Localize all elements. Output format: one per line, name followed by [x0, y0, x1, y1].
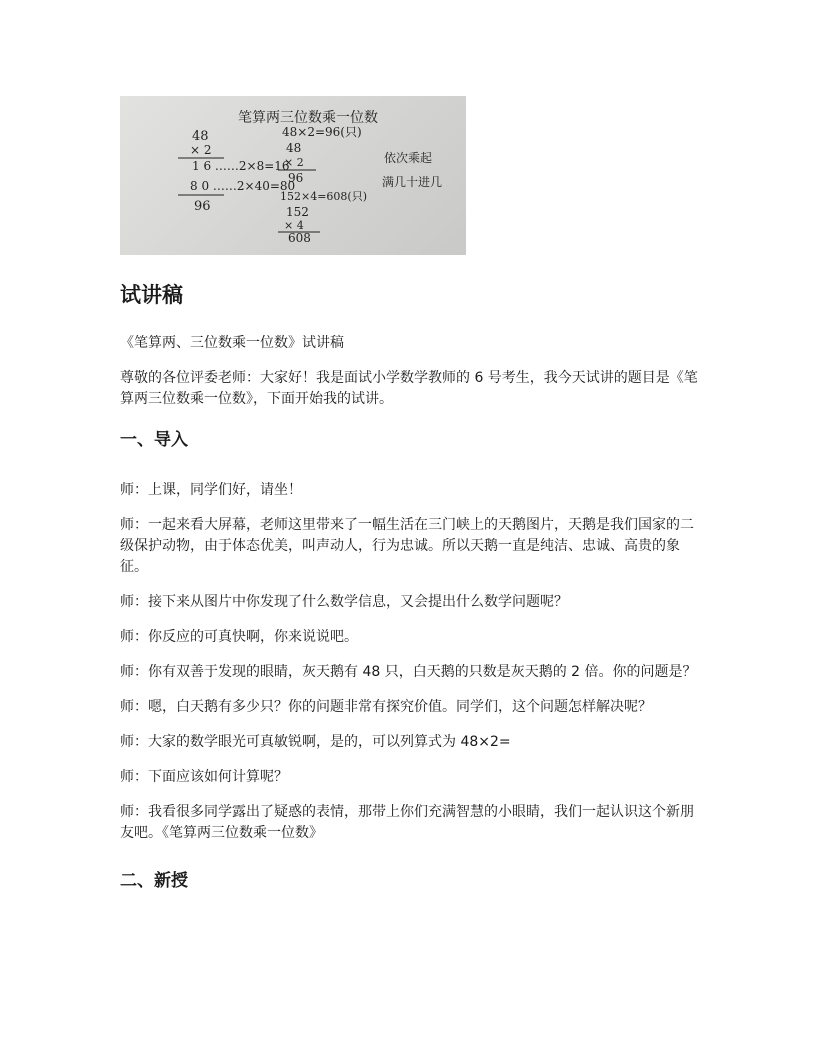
handwritten-notes-photo	[120, 96, 466, 255]
photo-col1-line4: 8 0 ……2×40=80	[190, 179, 296, 193]
dialogue-line: 师：你反应的可真快啊，你来说说吧。	[120, 628, 358, 645]
dialogue-lines	[120, 480, 700, 844]
dialogue-line: 师：上课，同学们好，请坐！	[120, 481, 302, 498]
photo-col2-line7: × 4	[284, 219, 304, 232]
document-page	[120, 96, 700, 891]
photo-col2-line2: 48	[286, 141, 302, 155]
photo-col3-line1: 依次乘起	[384, 151, 433, 165]
doc-intro: 尊敬的各位评委老师：大家好！我是面试小学数学教师的 6 号考生，我今天试讲的题目是《笔算两三位数乘一位数》，下面开始我的试讲。	[120, 370, 698, 408]
dialogue-line: 师：下面应该如何计算呢？	[120, 768, 288, 785]
section-heading-import: 一、导入	[120, 430, 188, 451]
photo-col2-line8: 608	[288, 231, 311, 245]
handwriting-drawing	[120, 96, 466, 255]
dialogue-line: 师：大家的数学眼光可真敏锐啊，是的，可以列算式为 48×2=	[120, 733, 511, 750]
section-heading-new: 二、新授	[120, 870, 188, 891]
photo-col3-line2: 满几十进几	[382, 175, 443, 189]
doc-heading: 试讲稿	[120, 283, 183, 307]
dialogue-line: 师：嗯，白天鹅有多少只？你的问题非常有探究价值。同学们，这个问题怎样解决呢？	[120, 698, 652, 715]
dialogue-line: 师：接下来从图片中你发现了什么数学信息，又会提出什么数学问题呢？	[120, 593, 568, 610]
photo-title: 笔算两三位数乘一位数	[238, 110, 378, 126]
photo-col2-line6: 152	[286, 205, 309, 219]
dialogue-line: 师：一起来看大屏幕，老师这里带来了一幅生活在三门峡上的天鹅图片，天鹅是我们国家的二级保护动物，由于体态优美，叫声动人，行为忠诚。所以天鹅一直是纯洁、忠诚、高贵的象征。	[120, 516, 694, 575]
photo-col2-line5: 152×4=608(只)	[280, 190, 368, 203]
photo-col1-line2: × 2	[190, 143, 212, 157]
photo-col1-line1: 48	[192, 129, 209, 144]
photo-col2-line4: 96	[288, 171, 304, 185]
dialogue-line: 师：我看很多同学露出了疑惑的表情，那带上你们充满智慧的小眼睛，我们一起认识这个新朋友吧。《笔算两三位数乘一位数》	[120, 803, 694, 841]
photo-col1-line5: 96	[194, 199, 211, 214]
photo-col2-line1: 48×2=96(只)	[282, 125, 362, 139]
photo-col1-line3: 1 6 ……2×8=16	[192, 159, 290, 173]
doc-subtitle: 《笔算两、三位数乘一位数》试讲稿	[120, 335, 344, 352]
dialogue-line: 师：你有双善于发现的眼睛，灰天鹅有 48 只，白天鹅的只数是灰天鹅的 2 倍。你的问题是？	[120, 663, 697, 680]
photo-col2-line3: × 2	[284, 156, 304, 169]
